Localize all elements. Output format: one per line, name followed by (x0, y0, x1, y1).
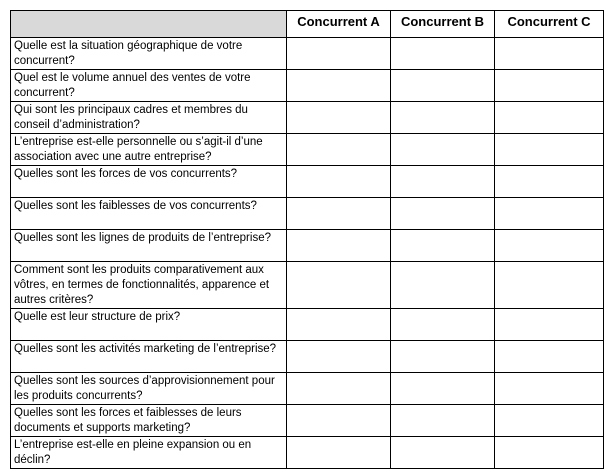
answer-cell-concurrent-c[interactable] (495, 230, 604, 262)
table-row (11, 405, 604, 437)
question-cell: Quelle est la situation géographique de votre concurrent? (11, 38, 287, 70)
question-cell: Qui sont les principaux cadres et membres du conseil d’administration? (11, 102, 287, 134)
question-cell: Quelles sont les forces et faiblesses de leurs documents et supports marketing? (11, 405, 287, 437)
answer-cell-concurrent-a[interactable] (287, 134, 391, 166)
header-concurrent-a: Concurrent A (287, 11, 391, 38)
answer-cell-concurrent-a[interactable] (287, 373, 391, 405)
answer-cell-concurrent-c[interactable] (495, 373, 604, 405)
answer-cell-concurrent-b[interactable] (391, 102, 495, 134)
table-row (11, 437, 604, 469)
answer-cell-concurrent-a[interactable] (287, 230, 391, 262)
answer-cell-concurrent-c[interactable] (495, 70, 604, 102)
answer-cell-concurrent-b[interactable] (391, 373, 495, 405)
question-cell: Quelles sont les lignes de produits de l’entreprise? (11, 230, 287, 262)
question-cell: L’entreprise est-elle en pleine expansion ou en déclin? (11, 437, 287, 469)
question-cell: Comment sont les produits comparativement aux vôtres, en termes de fonctionnalités, apparence et autres critères? (11, 262, 287, 309)
answer-cell-concurrent-a[interactable] (287, 38, 391, 70)
answer-cell-concurrent-b[interactable] (391, 70, 495, 102)
question-cell: Quelle est leur structure de prix? (11, 309, 287, 341)
table-row (11, 166, 604, 198)
answer-cell-concurrent-b[interactable] (391, 166, 495, 198)
header-corner-cell (11, 11, 287, 38)
table-row (11, 230, 604, 262)
header-concurrent-b: Concurrent B (391, 11, 495, 38)
table-row (11, 70, 604, 102)
answer-cell-concurrent-a[interactable] (287, 198, 391, 230)
table-row (11, 38, 604, 70)
answer-cell-concurrent-b[interactable] (391, 309, 495, 341)
question-cell: Quelles sont les sources d’approvisionnement pour les produits concurrents? (11, 373, 287, 405)
answer-cell-concurrent-c[interactable] (495, 198, 604, 230)
answer-cell-concurrent-a[interactable] (287, 405, 391, 437)
answer-cell-concurrent-a[interactable] (287, 341, 391, 373)
answer-cell-concurrent-a[interactable] (287, 437, 391, 469)
answer-cell-concurrent-a[interactable] (287, 70, 391, 102)
table-row (11, 262, 604, 309)
header-concurrent-c: Concurrent C (495, 11, 604, 38)
answer-cell-concurrent-c[interactable] (495, 309, 604, 341)
answer-cell-concurrent-a[interactable] (287, 166, 391, 198)
answer-cell-concurrent-c[interactable] (495, 102, 604, 134)
answer-cell-concurrent-c[interactable] (495, 437, 604, 469)
answer-cell-concurrent-b[interactable] (391, 198, 495, 230)
table-row (11, 102, 604, 134)
question-cell: Quelles sont les forces de vos concurrents? (11, 166, 287, 198)
question-cell: Quel est le volume annuel des ventes de votre concurrent? (11, 70, 287, 102)
question-cell: Quelles sont les faiblesses de vos concurrents? (11, 198, 287, 230)
table-row (11, 309, 604, 341)
answer-cell-concurrent-a[interactable] (287, 262, 391, 309)
answer-cell-concurrent-b[interactable] (391, 230, 495, 262)
question-cell: L’entreprise est-elle personnelle ou s’agit-il d’une association avec une autre entreprise? (11, 134, 287, 166)
answer-cell-concurrent-b[interactable] (391, 341, 495, 373)
question-cell: Quelles sont les activités marketing de l’entreprise? (11, 341, 287, 373)
answer-cell-concurrent-b[interactable] (391, 405, 495, 437)
answer-cell-concurrent-c[interactable] (495, 166, 604, 198)
answer-cell-concurrent-b[interactable] (391, 437, 495, 469)
table-row (11, 373, 604, 405)
answer-cell-concurrent-c[interactable] (495, 38, 604, 70)
answer-cell-concurrent-c[interactable] (495, 341, 604, 373)
answer-cell-concurrent-b[interactable] (391, 38, 495, 70)
table-row (11, 134, 604, 166)
answer-cell-concurrent-b[interactable] (391, 134, 495, 166)
answer-cell-concurrent-c[interactable] (495, 405, 604, 437)
answer-cell-concurrent-a[interactable] (287, 309, 391, 341)
competitor-analysis-sheet (10, 10, 604, 469)
answer-cell-concurrent-a[interactable] (287, 102, 391, 134)
competitor-comparison-table (10, 10, 604, 469)
header-row (11, 11, 604, 38)
answer-cell-concurrent-c[interactable] (495, 262, 604, 309)
table-row (11, 198, 604, 230)
answer-cell-concurrent-c[interactable] (495, 134, 604, 166)
answer-cell-concurrent-b[interactable] (391, 262, 495, 309)
table-row (11, 341, 604, 373)
